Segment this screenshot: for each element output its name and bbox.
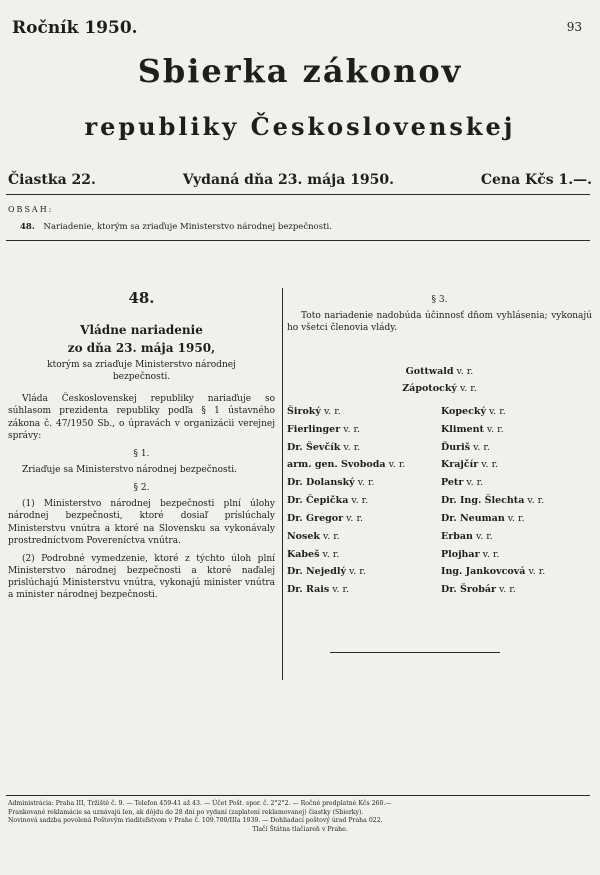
signatory-right: Dr. Šrobár v. r. [441,584,516,596]
left-column [8,288,275,607]
section-2-label: § 2. [133,483,150,494]
section-1-label: § 1. [133,448,150,459]
law-subtitle: ktorým sa zriaďuje Ministerstvo národnej bezpečnosti. [47,360,236,383]
signatory-right: Ďuriš v. r. [441,441,490,453]
section-3-text: Toto nariadenie nadobúda účinnosť dňom vyhlásenia; vykonajú ho všetci členovia vlády. [287,311,592,334]
signatory-left: Dr. Rais v. r. [287,584,350,596]
contents-item [20,222,332,232]
footer-line: Administrácia: Praha III, Tržiště č. 9. — Telefon 459-41 až 43. — Účet Pošt. spor. č. 2°2°2. — Ročné predplatné Kčs 260.— [8,800,392,807]
issue-price: Cena Kčs 1.—. [480,172,592,188]
imprint-footer [8,800,592,835]
signatory-left: Dr. Gregor v. r. [287,512,363,524]
signatory-left: Nosek v. r. [287,530,340,542]
footer-line: Novinová sadzba povolená Poštovým riaditeľstvom v Prahe č. 109.700/IIIa 1939. — Dohliadací poštový úrad Praha 022. [8,817,383,825]
contents-item-number: 48. [20,222,35,232]
signatory-left: Fierlinger v. r. [287,423,361,435]
signatory-right: Dr. Ing. Šlechta v. r. [441,495,545,507]
volume-label: Ročník 1950. [12,18,138,38]
masthead-subtitle: republiky Československej [84,112,516,141]
contents-label: OBSAH: [8,205,54,214]
contents-rule [6,240,590,241]
section-1-text: Zriaďuje sa Ministerstvo národnej bezpečnosti. [22,465,237,476]
page-number: 93 [566,20,582,34]
signatory-left: Dr. Čepička v. r. [287,495,369,507]
signatory-name: Zápotocký [402,383,457,395]
signatory-suffix: v. r. [456,366,474,378]
law-number: 48. [128,289,155,307]
signatory-primary [287,383,592,396]
law-heading-line1: Vládne nariadenie [80,323,203,338]
issue-part: Čiastka 22. [8,172,96,188]
signatory-left: Široký v. r. [287,406,341,418]
signatures-end-rule [330,652,500,653]
signatory-left: Dr. Ševčík v. r. [287,441,361,453]
signatory-right: Erban v. r. [441,530,493,542]
signatory-primary [287,366,592,379]
signatory-left: arm. gen. Svoboda v. r. [287,459,406,471]
section-2-paragraph-2: (2) Podrobné vymedzenie, ktoré z týchto úloh plní Ministerstvo národnej bezpečnosti a ktoré naďalej prislúchajú Ministerstvu vnútra, vykonajú minister vnútra a minister národnej bezpečnosti. [8,553,275,601]
signatory-right: Ing. Jankovcová v. r. [441,566,546,578]
footer-line: Frankované reklamácie sa uznávajú len, ak dôjdu do 28 dní po vydaní (zaplatení reklamovanej) čiastky (Sbierky). [8,808,364,816]
signatory-left: Kabeš v. r. [287,548,340,560]
section-2-paragraph-1: (1) Ministerstvo národnej bezpečnosti plní úlohy národnej bezpečnosti, ktoré dosiaľ príslúchaly Ministerstvu vnútra a ktoré na Slovensku sa vykonávaly prostredníctvom Povereníctva vnútra. [8,499,275,546]
signatory-right: Kliment v. r. [441,423,504,435]
signatory-name: Gottwald [405,366,454,378]
signatories-grid [287,406,592,597]
signatory-right: Plojhar v. r. [441,548,500,560]
column-divider [282,288,283,680]
header-rule [6,194,590,195]
law-preamble: Vláda Československej republiky nariaďuje so súhlasom prezidenta republiky podľa § 1 ústavného zákona č. 47/1950 Sb., o úpravách v organizácii verejnej správy: [8,394,275,441]
issue-info-line [8,172,592,188]
signatory-suffix: v. r. [459,383,477,395]
issue-date: Vydaná dňa 23. mája 1950. [182,172,395,188]
right-column [287,288,592,597]
section-3-label: § 3. [431,295,448,305]
signatory-right: Petr v. r. [441,477,484,489]
signatory-right: Krajčír v. r. [441,459,499,471]
footer-line: Tlačí Štátna tlačiareň v Prahe. [252,826,348,834]
signatory-right: Dr. Neuman v. r. [441,512,525,524]
footer-rule [6,795,590,796]
masthead-title: Sbierka zákonov [137,52,463,90]
law-heading-line2: zo dňa 23. mája 1950, [67,340,216,355]
contents-item-text: Nariadenie, ktorým sa zriaďuje Ministerstvo národnej bezpečnosti. [43,222,332,232]
signatory-left: Dr. Nejedlý v. r. [287,566,366,578]
signatory-right: Kopecký v. r. [441,406,506,418]
signatory-left: Dr. Dolanský v. r. [287,477,375,489]
